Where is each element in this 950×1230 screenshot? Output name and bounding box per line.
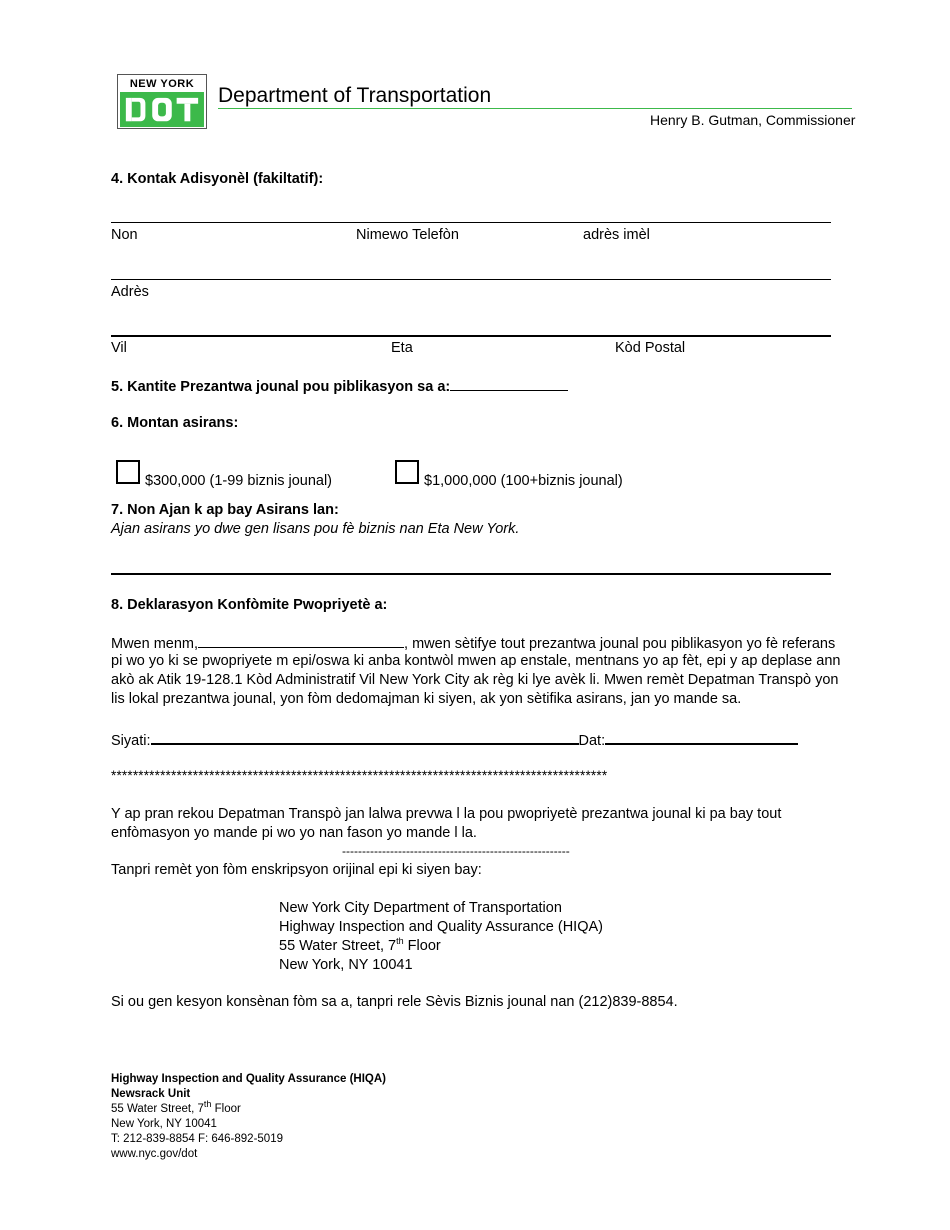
date-label: Dat:	[578, 733, 606, 749]
footer-unit-1: Highway Inspection and Quality Assurance (HIQA)	[111, 1073, 386, 1085]
mail-floor: Floor	[403, 938, 441, 954]
declaration-line-4: lis lokal prezantwa jounal, yon fòm dedomajman ki siyen, ak yon sètifika asirans, jan yo mande sa.	[111, 691, 742, 707]
insurance-agent-line[interactable]	[111, 573, 831, 575]
contact-line-3[interactable]	[111, 335, 831, 337]
star-separator: *******************************************************************************************	[111, 768, 608, 783]
mail-address-line-1: New York City Department of Transportation	[279, 900, 562, 916]
label-address: Adrès	[111, 284, 149, 300]
section-7-heading: 7. Non Ajan k ap bay Asirans lan:	[111, 502, 339, 518]
label-state: Eta	[391, 340, 413, 356]
notice-line-2: enfòmasyon yo mande pi wo yo nan fason yo mande l la.	[111, 825, 477, 841]
label-email: adrès imèl	[583, 227, 650, 243]
mail-floor-sup: th	[396, 936, 404, 947]
section-7-note: Ajan asirans yo dwe gen lisans pou fè biznis nan Eta New York.	[111, 521, 520, 537]
newsrack-count-field[interactable]	[450, 376, 568, 391]
logo-dot-mark	[120, 92, 204, 127]
footer-phone: T: 212-839-8854 F: 646-892-5019	[111, 1133, 283, 1145]
section-6-heading: 6. Montan asirans:	[111, 415, 239, 431]
mail-street: 55 Water Street, 7	[279, 938, 397, 954]
date-field[interactable]	[605, 729, 798, 745]
insurance-300k-checkbox[interactable]	[116, 460, 140, 484]
department-title: Department of Transportation	[218, 84, 492, 107]
footer-street: 55 Water Street, 7	[111, 1103, 204, 1115]
signature-row	[111, 729, 798, 751]
section-4-heading: 4. Kontak Adisyonèl (fakiltatif):	[111, 171, 324, 187]
footer-floor-sup: th	[203, 1099, 212, 1110]
notice-line-1: Y ap pran rekou Depatman Transpò jan lalwa prevwa l la pou pwopriyetè prezantwa jounal ki pa bay tout	[111, 806, 782, 822]
commissioner-name: Henry B. Gutman, Commissioner	[650, 112, 856, 128]
insurance-300k-label: $300,000 (1-99 biznis jounal)	[145, 473, 333, 489]
section-8-heading: 8. Deklarasyon Konfòmite Pwopriyetè a:	[111, 597, 388, 613]
contact-line-1[interactable]	[111, 222, 831, 223]
declaration-line-1	[111, 633, 835, 654]
signature-field[interactable]	[151, 729, 579, 745]
declaration-suffix: , mwen sètifye tout prezantwa jounal pou piblikasyon yo fè referans	[404, 636, 836, 652]
contact-line-2[interactable]	[111, 279, 831, 280]
header-rule	[218, 108, 852, 109]
footer-floor: Floor	[211, 1103, 241, 1115]
declaration-line-3: akò ak Atik 19-128.1 Kòd Administratif Vil New York City ak règ ki lye avèk li. Mwen remèt Depatman Transpò yon	[111, 672, 839, 688]
label-name: Non	[111, 227, 138, 243]
mail-address-line-2: Highway Inspection and Quality Assurance (HIQA)	[279, 919, 603, 935]
signature-label: Siyati:	[111, 733, 151, 749]
declaration-line-2: pi wo yo ki se pwopriyete m epi/oswa ki anba kontwòl mwen ap enstale, mentnans yo ap fèt, epi y ap deplase ann	[111, 653, 841, 669]
declaration-prefix: Mwen menm,	[111, 636, 199, 652]
return-instruction: Tanpri remèt yon fòm enskripsyon orijinal epi ki siyen bay:	[111, 862, 482, 878]
label-city: Vil	[111, 340, 127, 356]
mail-address-line-4: New York, NY 10041	[279, 957, 413, 973]
insurance-1m-checkbox[interactable]	[395, 460, 419, 484]
logo-text: NEW YORK	[129, 78, 195, 90]
contact-note: Si ou gen kesyon konsènan fòm sa a, tanpri rele Sèvis Biznis jounal nan (212)839-8854.	[111, 994, 678, 1010]
label-phone: Nimewo Telefòn	[356, 227, 459, 243]
mail-address-line-3	[279, 937, 441, 956]
footer-city: New York, NY 10041	[111, 1118, 217, 1130]
footer-website[interactable]: www.nyc.gov/dot	[111, 1148, 198, 1160]
insurance-1m-label: $1,000,000 (100+biznis jounal)	[424, 473, 623, 489]
nyc-dot-logo	[117, 74, 207, 129]
footer-unit-2: Newsrack Unit	[111, 1088, 191, 1100]
owner-name-field[interactable]	[198, 633, 404, 648]
section-5-row	[111, 376, 568, 397]
footer-address	[111, 1099, 241, 1117]
label-zip: Kòd Postal	[615, 340, 686, 356]
dash-separator: ---------------------------------------------------------	[342, 844, 570, 858]
section-5-heading: 5. Kantite Prezantwa jounal pou piblikasyon sa a:	[111, 379, 451, 395]
